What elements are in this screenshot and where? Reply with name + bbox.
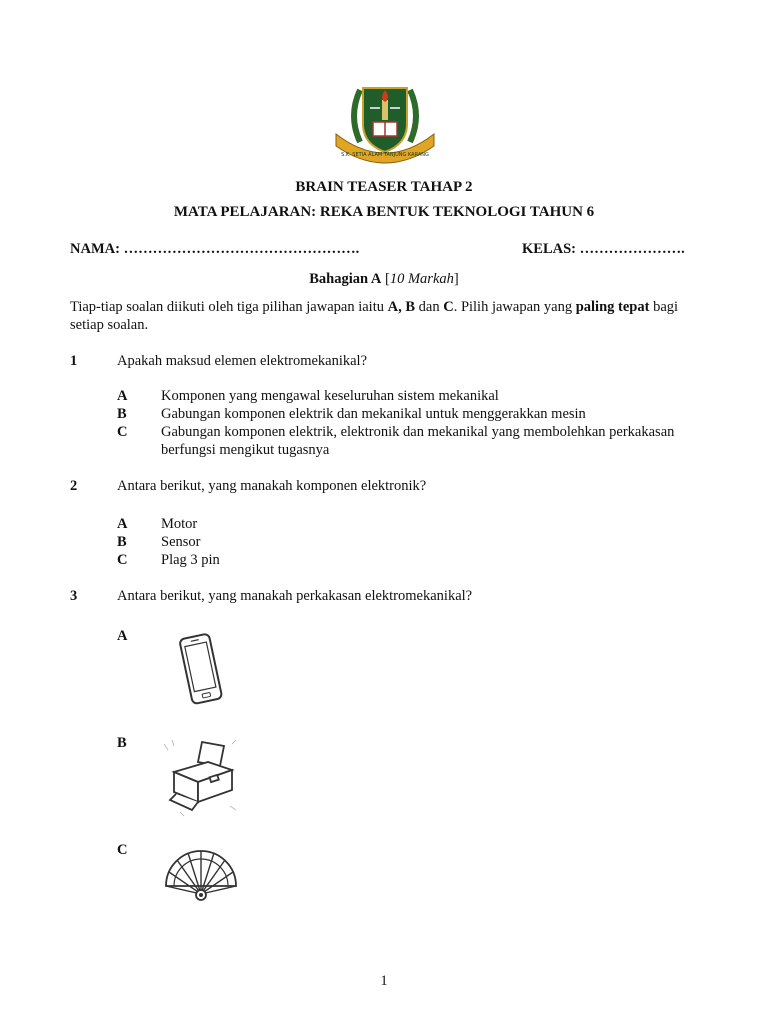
instructions-line-2: setiap soalan. bbox=[70, 317, 149, 333]
option-letter[interactable]: B bbox=[117, 735, 127, 751]
name-label: NAMA: bbox=[70, 241, 120, 257]
name-field[interactable] bbox=[70, 240, 359, 258]
section-bracket-close: ] bbox=[453, 271, 459, 287]
instr-c: C bbox=[443, 299, 454, 315]
section-marks: 10 Markah bbox=[389, 271, 454, 287]
document-title: BRAIN TEASER TAHAP 2 bbox=[295, 179, 473, 195]
option-text[interactable]: Gabungan komponen elektrik, elektronik dan mekanikal yang membolehkan perkakasan bbox=[161, 424, 675, 440]
school-logo bbox=[330, 76, 440, 166]
printer-icon[interactable] bbox=[160, 736, 242, 818]
class-field[interactable] bbox=[522, 240, 685, 258]
question-number: 3 bbox=[70, 588, 78, 604]
smartphone-icon[interactable] bbox=[160, 630, 240, 710]
option-text[interactable]: Sensor bbox=[161, 534, 201, 550]
section-heading bbox=[0, 270, 768, 288]
section-title: Bahagian A bbox=[309, 271, 382, 287]
option-letter[interactable]: A bbox=[117, 628, 128, 644]
instr-ab: A, B bbox=[387, 299, 416, 315]
question-number: 1 bbox=[70, 353, 78, 369]
option-text[interactable]: Gabungan komponen elektrik dan mekanikal untuk menggerakkan mesin bbox=[161, 406, 586, 422]
instructions bbox=[70, 298, 710, 334]
class-label: KELAS: bbox=[522, 241, 576, 257]
option-letter[interactable]: B bbox=[117, 406, 127, 422]
option-letter[interactable]: C bbox=[117, 842, 128, 858]
instr-text: Tiap-tiap soalan diikuti oleh tiga pilihan jawapan iaitu bbox=[70, 299, 388, 315]
instructions-line-1 bbox=[70, 298, 710, 316]
subject-title: MATA PELAJARAN: REKA BENTUK TEKNOLOGI TAHUN 6 bbox=[173, 204, 595, 220]
option-letter[interactable]: C bbox=[117, 552, 128, 568]
section-bracket-open: [ bbox=[385, 271, 390, 287]
name-dotted-line: …………………………………………. bbox=[123, 241, 360, 257]
question-text: Antara berikut, yang manakah komponen elektronik? bbox=[117, 478, 427, 494]
option-letter[interactable]: B bbox=[117, 534, 127, 550]
option-text[interactable]: Plag 3 pin bbox=[161, 552, 220, 568]
hand-fan-icon[interactable] bbox=[160, 842, 242, 918]
question-number: 2 bbox=[70, 478, 78, 494]
option-text[interactable]: Komponen yang mengawal keseluruhan sistem mekanikal bbox=[161, 388, 499, 404]
logo-motto: S.K. SETIA ALAM TANJUNG KARANG bbox=[341, 152, 429, 158]
instr-text: dan bbox=[415, 299, 444, 315]
instr-text: . Pilih jawapan yang bbox=[453, 299, 576, 315]
page-number: 1 bbox=[380, 973, 388, 989]
instr-text: bagi bbox=[649, 299, 679, 315]
option-letter[interactable]: A bbox=[117, 516, 128, 532]
option-text[interactable]: Motor bbox=[161, 516, 198, 532]
option-letter[interactable]: C bbox=[117, 424, 128, 440]
option-text-continued[interactable]: berfungsi mengikut tugasnya bbox=[161, 442, 330, 458]
option-letter[interactable]: A bbox=[117, 388, 128, 404]
instr-emphasis: paling tepat bbox=[575, 299, 650, 315]
class-dotted-line: …………………. bbox=[579, 241, 685, 257]
question-text: Apakah maksud elemen elektromekanikal? bbox=[117, 353, 368, 369]
question-text: Antara berikut, yang manakah perkakasan elektromekanikal? bbox=[117, 588, 473, 604]
